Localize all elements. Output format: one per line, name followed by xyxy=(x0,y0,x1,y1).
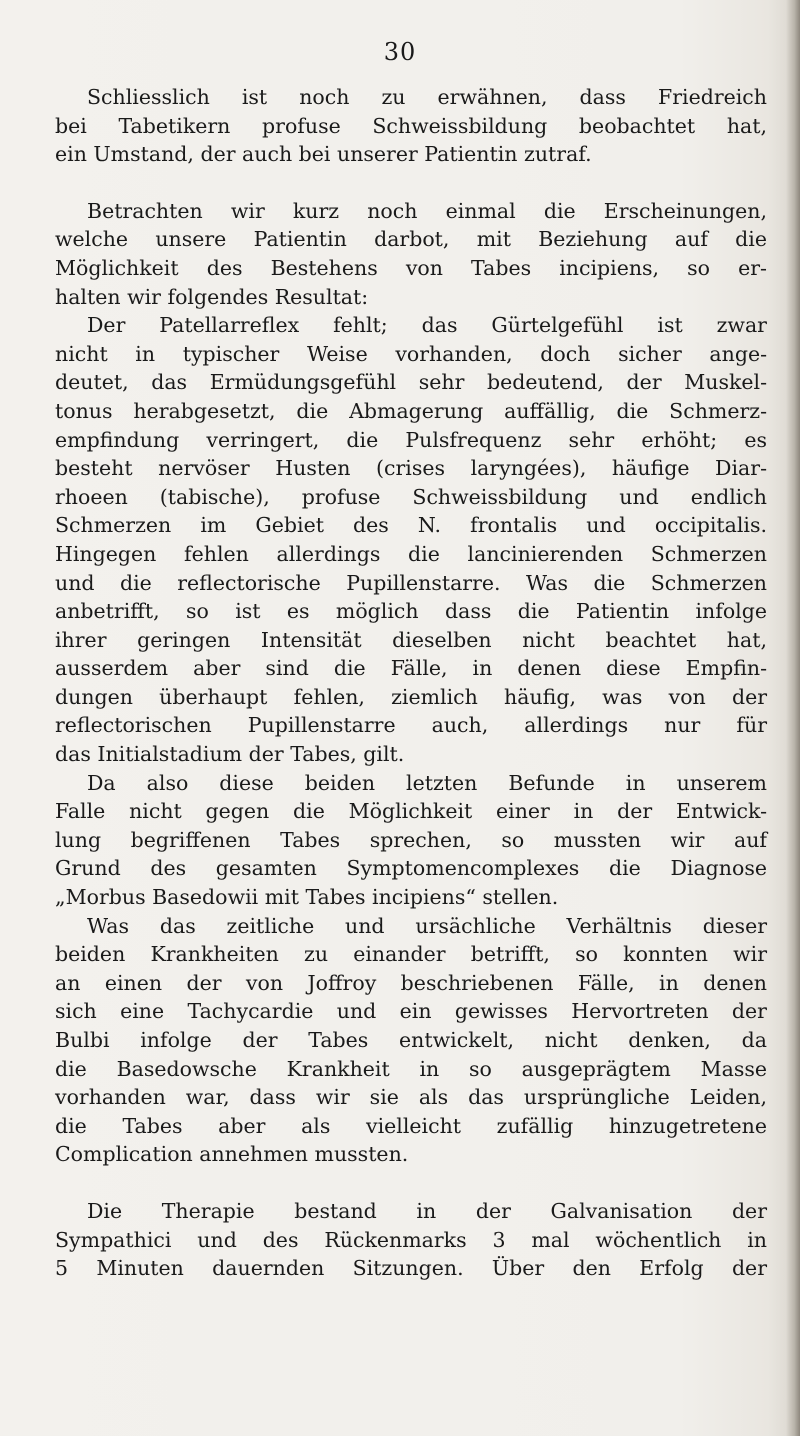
paragraph-gap xyxy=(55,169,767,197)
text-line: Was das zeitliche und ursächliche Verhältnis dieser xyxy=(87,913,767,938)
paragraph-gap xyxy=(55,1169,767,1197)
text-line: lung begriffenen Tabes sprechen, so mussten wir auf xyxy=(55,827,767,852)
text-line: Hingegen fehlen allerdings die lancinierenden Schmerzen xyxy=(55,541,767,566)
text-line: Die Therapie bestand in der Galvanisation der xyxy=(87,1198,767,1223)
text-line: beiden Krankheiten zu einander betrifft, so konnten wir xyxy=(55,942,767,967)
body-text xyxy=(55,83,767,1283)
text-line: halten wir folgendes Resultat: xyxy=(55,284,369,309)
paragraph-diagnose xyxy=(55,769,767,912)
text-line: bei Tabetikern profuse Schweissbildung beobachtet hat, xyxy=(55,113,767,138)
text-line: Da also diese beiden letzten Befunde in unserem xyxy=(87,770,767,795)
text-line: die Basedowsche Krankheit in so ausgeprägtem Masse xyxy=(55,1056,767,1081)
text-line: Schmerzen im Gebiet des N. frontalis und occipitalis. xyxy=(55,513,767,538)
text-line: Schliesslich ist noch zu erwähnen, dass Friedreich xyxy=(87,85,767,109)
text-line: Grund des gesamten Symptomencomplexes die Diagnose xyxy=(55,856,767,881)
text-line: vorhanden war, dass wir sie als das ursprüngliche Leiden, xyxy=(55,1085,767,1110)
text-line: die Tabes aber als vielleicht zufällig hinzugetretene xyxy=(55,1113,767,1138)
text-line: ein Umstand, der auch bei unserer Patientin zutraf. xyxy=(55,142,592,167)
text-line: Möglichkeit des Bestehens von Tabes incipiens, so er- xyxy=(55,255,767,280)
paragraph-patellarreflex xyxy=(55,311,767,769)
text-line: empfindung verringert, die Pulsfrequenz sehr erhöht; es xyxy=(55,427,767,452)
text-line: 5 Minuten dauernden Sitzungen. Über den Erfolg der xyxy=(55,1256,767,1281)
text-line: Der Patellarreflex fehlt; das Gürtelgefühl ist zwar xyxy=(87,313,767,338)
text-line: dungen überhaupt fehlen, ziemlich häufig, was von der xyxy=(55,684,767,709)
text-line: besteht nervöser Husten (crises laryngées), häufige Diar- xyxy=(55,456,767,481)
text-line: tonus herabgesetzt, die Abmagerung auffällig, die Schmerz- xyxy=(55,398,767,423)
text-line: an einen der von Joffroy beschriebenen Fälle, in denen xyxy=(55,970,767,995)
text-line: Betrachten wir kurz noch einmal die Erscheinungen, xyxy=(87,198,767,223)
text-line: welche unsere Patientin darbot, mit Beziehung auf die xyxy=(55,227,767,252)
text-line: Bulbi infolge der Tabes entwickelt, nicht denken, da xyxy=(55,1028,767,1052)
text-line: ausserdem aber sind die Fälle, in denen diese Empfin- xyxy=(55,656,767,681)
text-line: sich eine Tachycardie und ein gewisses Hervortreten der xyxy=(55,999,767,1024)
text-line: nicht in typischer Weise vorhanden, doch sicher ange- xyxy=(55,341,767,366)
book-binding-edge xyxy=(786,0,800,1436)
text-line: reflectorischen Pupillenstarre auch, allerdings nur für xyxy=(55,713,767,738)
paragraph-verhaeltnis xyxy=(55,912,767,1169)
text-line: und die reflectorische Pupillenstarre. Was die Schmerzen xyxy=(55,570,767,595)
paragraph-betrachten xyxy=(55,197,767,311)
text-line: Complication annehmen mussten. xyxy=(55,1142,409,1167)
paragraph-friedreich xyxy=(55,83,767,169)
text-line: Falle nicht gegen die Möglichkeit einer in der Entwick- xyxy=(55,799,767,824)
text-line: „Morbus Basedowii mit Tabes incipiens“ stellen. xyxy=(55,885,559,910)
page-number: 30 xyxy=(383,38,417,66)
text-line: rhoeen (tabische), profuse Schweissbildung und endlich xyxy=(55,484,767,509)
text-line: das Initialstadium der Tabes, gilt. xyxy=(55,742,405,767)
text-line: ihrer geringen Intensität dieselben nicht beachtet hat, xyxy=(55,627,767,652)
text-line: anbetrifft, so ist es möglich dass die Patientin infolge xyxy=(55,599,767,624)
paragraph-therapie xyxy=(55,1197,767,1283)
text-line: deutet, das Ermüdungsgefühl sehr bedeutend, der Muskel- xyxy=(55,370,767,395)
text-line: Sympathici und des Rückenmarks 3 mal wöchentlich in xyxy=(55,1227,767,1252)
